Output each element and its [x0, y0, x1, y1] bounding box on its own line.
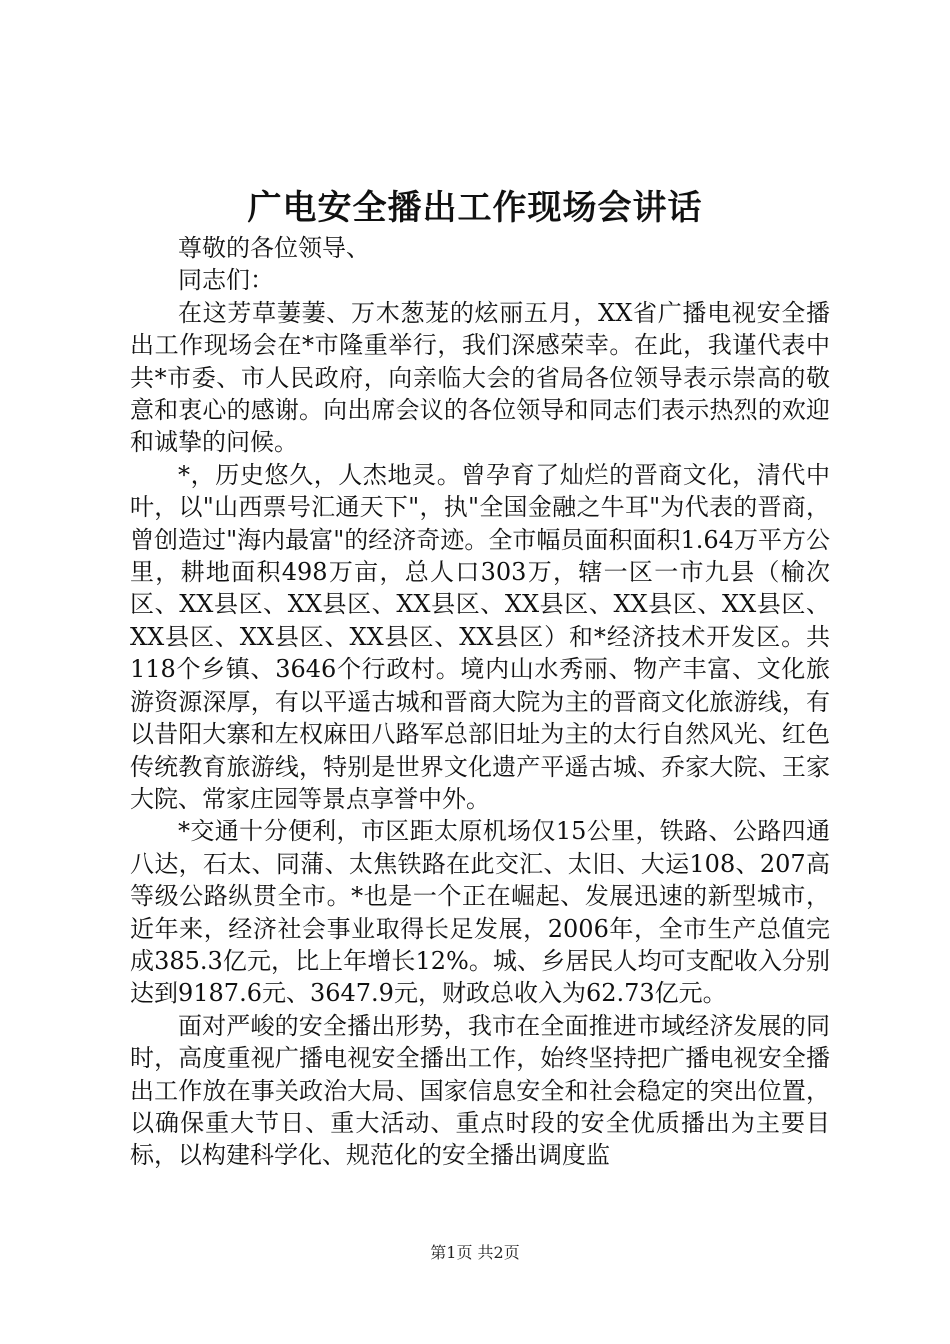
page-footer: 第1页 共2页	[430, 1243, 520, 1262]
paragraph-4: 面对严峻的安全播出形势，我市在全面推进市域经济发展的同时，高度重视广播电视安全播出工作，始终坚持把广播电视安全播出工作放在事关政治大局、国家信息安全和社会稳定的突出位置，以确保重大节日、重大活动、重点时段的安全优质播出为主要目标，以构建科学化、规范化的安全播出调度监	[130, 1011, 830, 1170]
paragraph-3: *交通十分便利，市区距太原机场仅15公里，铁路、公路四通八达，石太、同蒲、太焦铁路在此交汇、太旧、大运108、207高等级公路纵贯全市。*也是一个正在崛起、发展迅速的新型城市，近年来，经济社会事业取得长足发展，2006年，全市生产总值完成385.3亿元，比上年增长12%。城、乡居民人均可支配收入分别达到9187.6元、3647.9元，财政总收入为62.73亿元。	[130, 817, 830, 1008]
document-body	[130, 232, 830, 1172]
salutation-line-2: 同志们：	[178, 266, 274, 295]
paragraph-2: *，历史悠久，人杰地灵。曾孕育了灿烂的晋商文化，清代中叶，以"山西票号汇通天下"，执"全国金融之牛耳"为代表的晋商，曾创造过"海内最富"的经济奇迹。全市幅员面积面积1.64万平方公里，耕地面积498万亩，总人口303万，辖一区一市九县（榆次区、XX县区、XX县区、XX县区、XX县区、XX县区、XX县区、XX县区、XX县区、XX县区、XX县区）和*经济技术开发区。共118个乡镇、3646个行政村。境内山水秀丽、物产丰富、文化旅游资源深厚，有以平遥古城和晋商大院为主的晋商文化旅游线，有以昔阳大寨和左权麻田八路军总部旧址为主的太行自然风光、红色传统教育旅游线，特别是世界文化遗产平遥古城、乔家大院、王家大院、常家庄园等景点享誉中外。	[130, 460, 830, 813]
paragraph-1: 在这芳草萋萋、万木葱茏的炫丽五月，XX省广播电视安全播出工作现场会在*市隆重举行，我们深感荣幸。在此，我谨代表中共*市委、市人民政府，向亲临大会的省局各位领导表示崇高的敬意和衷心的感谢。向出席会议的各位领导和同志们表示热烈的欢迎和诚挚的问候。	[130, 298, 830, 457]
salutation-line-1: 尊敬的各位领导、	[178, 234, 370, 262]
document-title: 广电安全播出工作现场会讲话	[247, 188, 703, 228]
